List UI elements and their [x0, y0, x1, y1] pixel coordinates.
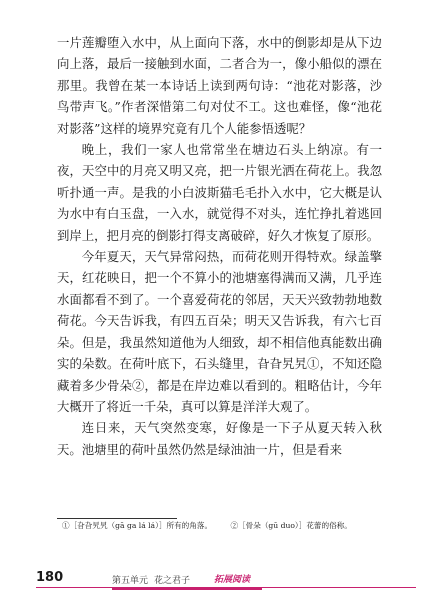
page-footer: [36, 570, 416, 590]
unit-label: [112, 573, 190, 586]
footnote-2: ②［骨朵（gū duo）］花蕾的俗称。: [230, 521, 352, 530]
paragraph: 一片莲瓣堕入水中，从上面向下落，水中的倒影却是从下边向上落，最后一接触到水面，二者合为一，像小船似的漂在那里。我曾在某一本诗话上读到两句诗：“池花对影落，沙鸟带声飞。”作者深惜第二句对仗不工。这也难怪，像“池花对影落”这样的境界究竟有几个人能参悟透呢？: [57, 35, 382, 136]
page-number: 180: [36, 570, 64, 585]
body-text: [57, 32, 382, 460]
paragraph: 连日来，天气突然变寒，好像是一下子从夏天转入秋天。池塘里的荷叶虽然仍然是绿油油一片，但是看来: [57, 420, 382, 457]
section-tag: 拓展阅读: [214, 575, 251, 585]
unit-title: 花之君子: [154, 576, 191, 586]
unit-name: 第五单元: [112, 576, 149, 586]
footnote-divider: [57, 518, 177, 519]
footer-accent-bar: [112, 587, 262, 590]
footnote-1: ①［旮旮旯旯（gā ga lá lá）］所有的角落。: [62, 521, 213, 530]
paragraph: 今年夏天，天气异常闷热，而荷花则开得特欢。绿盖擎天，红花映日，把一个不算小的池塘塞得满而又满，几乎连水面都看不到了。一个喜爱荷花的邻居，天天兴致勃勃地数荷花。今天告诉我，有四五百朵；明天又告诉我，有六七百朵。但是，我虽然知道他为人细致，却不相信他真能数出确实的朵数。在荷叶底下，石头缝里，旮旮旯旯①，不知还隐藏着多少骨朵②，都是在岸边难以看到的。粗略估计，今年大概开了将近一千朵，真可以算是洋洋大观了。: [57, 249, 382, 414]
footnotes: [62, 520, 392, 531]
paragraph: 晚上，我们一家人也常常坐在塘边石头上纳凉。有一夜，天空中的月亮又明又亮，把一片银光洒在荷花上。我忽听扑通一声。是我的小白波斯猫毛毛扑入水中，它大概是认为水中有白玉盘，一入水，就觉得不对头，连忙挣扎着逃回到岸上，把月亮的倒影打得支离破碎，好久才恢复了原形。: [57, 142, 382, 243]
